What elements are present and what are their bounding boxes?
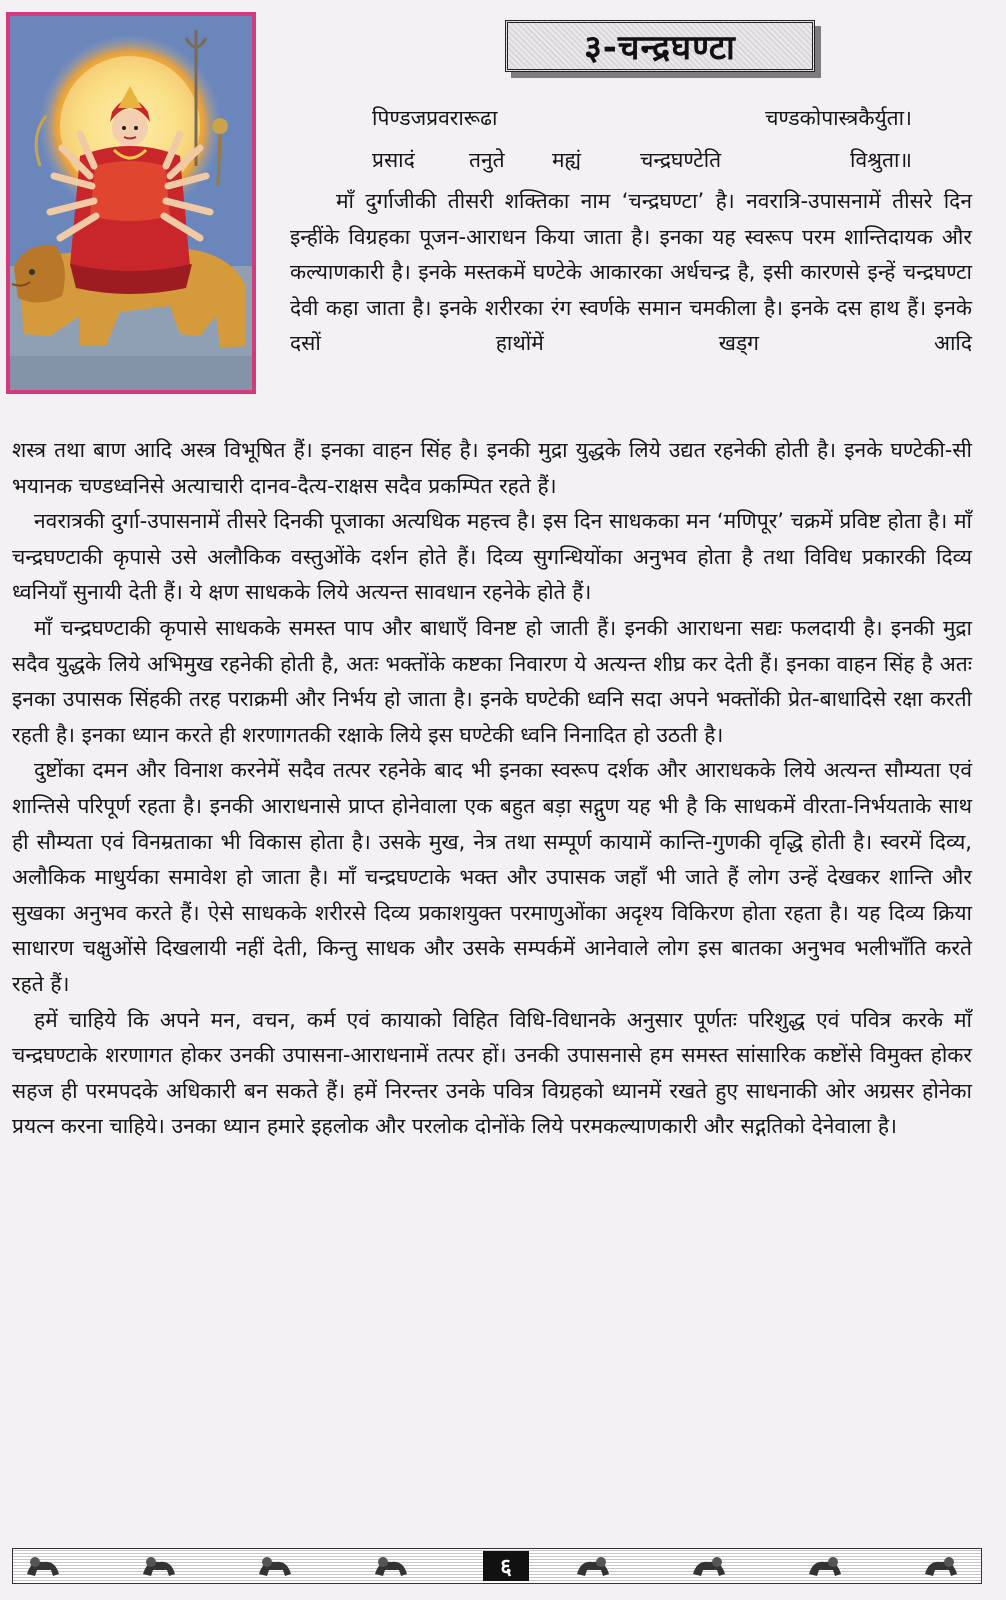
lion-ornament-icon [805,1552,845,1580]
paragraph-4: हमें चाहिये कि अपने मन, वचन, कर्म एवं कायाको विहित विधि-विधानके अनुसार पूर्णतः परिशुद्ध एवं पवित्र करके माँ चन्द्रघण्टाके शरणागत होकर उनकी उपासना-आराधनामें तत्पर हों। उनकी उपासनासे हम समस्त सांसारिक कष्टोंसे विमुक्त होकर सहज ही परमपदके अधिकारी बन सकते हैं। हमें निरन्तर उनके पवित्र विग्रहको ध्यानमें रखते हुए साधनाकी ओर अग्रसर होनेका प्रयत्न करना चाहिये। उनका ध्यान हमारे इहलोक और परलोक दोनोंके लिये परमकल्याणकारी और सद्गतिको देनेवाला है। [12,1007,972,1139]
shloka-line-1-left: पिण्डजप्रवरारूढा [372,106,498,130]
lion-ornament-icon [689,1552,729,1580]
lion-ornament-icon [255,1552,295,1580]
shloka-line-1 [372,104,912,134]
page-footer [12,1548,982,1584]
lion-ornament-icon [371,1552,411,1580]
paragraph-1: नवरात्रकी दुर्गा-उपासनामें तीसरे दिनकी पूजाका अत्यधिक महत्त्व है। इस दिन साधकका मन ‘मणिपूर’ चक्रमें प्रविष्ट होता है। माँ चन्द्रघण्टाकी कृपासे उसे अलौकिक वस्तुओंके दर्शन होते हैं। दिव्य सुगन्धियोंका अनुभव होता है तथा विविध प्रकारकी दिव्य ध्वनियाँ सुनायी देती हैं। ये क्षण साधकके लिये अत्यन्त सावधान रहनेके होते हैं। [12,509,972,605]
chapter-title-box [505,20,815,72]
shloka-word: प्रसादं [372,148,415,172]
intro-paragraph: माँ दुर्गाजीकी तीसरी शक्तिका नाम ‘चन्द्रघण्टा’ है। नवरात्रि-उपासनामें तीसरे दिन इन्हींके विग्रहका पूजन-आराधन किया जाता है। इनका यह स्वरूप परम शान्तिदायक और कल्याणकारी है। इनके मस्तकमें घण्टेके आकारका अर्धचन्द्र है, इसी कारणसे इन्हें चन्द्रघण्टा देवी कहा जाता है। इनके शरीरका रंग स्वर्णके समान चमकीला है। इनके दस हाथ हैं। इनके दसों हाथोंमें खड्ग आदि [290,189,972,356]
shloka-line-2 [372,146,912,176]
shloka-word: विश्रुता॥ [850,148,912,172]
goddess-illustration [6,12,256,394]
shloka-word: चन्द्रघण्टेति [640,148,722,172]
shloka-word: मह्यं [552,148,582,172]
paragraph-2: माँ चन्द्रघण्टाकी कृपासे साधकके समस्त पाप और बाधाएँ विनष्ट हो जाती हैं। इनकी आराधना सद्यः फलदायी है। इनकी मुद्रा सदैव युद्धके लिये अभिमुख रहनेकी होती है, अतः भक्तोंके कष्टका निवारण ये अत्यन्त शीघ्र कर देती हैं। इनका वाहन सिंह है अतः इनका उपासक सिंहकी तरह पराक्रमी और निर्भय हो जाता है। इनके घण्टेकी ध्वनि सदा अपने भक्तोंकी प्रेत-बाधादिसे रक्षा करती रहती है। इनका ध्यान करते ही शरणागतकी रक्षाके लिये इस घण्टेकी ध्वनि निनादित हो उठती है। [12,615,972,747]
lion-ornament-icon [921,1552,961,1580]
shloka-line-1-right: चण्डकोपास्त्रकैर्युता। [765,106,912,130]
main-text-block [12,433,972,1145]
lion-ornament-icon [573,1552,613,1580]
intro-continuation: शस्त्र तथा बाण आदि अस्त्र विभूषित हैं। इनका वाहन सिंह है। इनकी मुद्रा युद्धके लिये उद्यत रहनेकी होती है। इनके घण्टेकी-सी भयानक चण्डध्वनिसे अत्याचारी दानव-दैत्य-राक्षस सदैव प्रकम्पित रहते हैं। [12,438,972,498]
lion-ornament-icon [139,1552,179,1580]
lion-ornament-icon [23,1552,63,1580]
goddess-image [10,16,252,390]
shloka-word: तनुते [469,148,505,172]
paragraph-3: दुष्टोंका दमन और विनाश करनेमें सदैव तत्पर रहनेके बाद भी इनका स्वरूप दर्शक और आराधकके लिये अत्यन्त सौम्यता एवं शान्तिसे परिपूर्ण रहता है। इनकी आराधनासे प्राप्त होनेवाला एक बहुत बड़ा सद्गुण यह भी है कि साधकमें वीरता-निर्भयताके साथ ही सौम्यता एवं विनम्रताका भी विकास होता है। उसके मुख, नेत्र तथा सम्पूर्ण कायामें कान्ति-गुणकी वृद्धि होती है। स्वरमें दिव्य, अलौकिक माधुर्यका समावेश हो जाता है। माँ चन्द्रघण्टाके भक्त और उपासक जहाँ भी जाते हैं लोग उन्हें देखकर शान्ति और सुखका अनुभव करते हैं। ऐसे साधकके शरीरसे दिव्य प्रकाशयुक्त परमाणुओंका अदृश्य विकिरण होता रहता है। यह दिव्य क्रिया साधारण चक्षुओंसे दिखलायी नहीं देती, किन्तु साधक और उसके सम्पर्कमें आनेवाले लोग इस बातका अनुभव भलीभाँति करते रहते हैं। [12,758,972,996]
intro-text-block [290,184,972,362]
page-number: ६ [483,1551,529,1581]
chapter-title: ३-चन्द्रघण्टा [584,28,736,68]
